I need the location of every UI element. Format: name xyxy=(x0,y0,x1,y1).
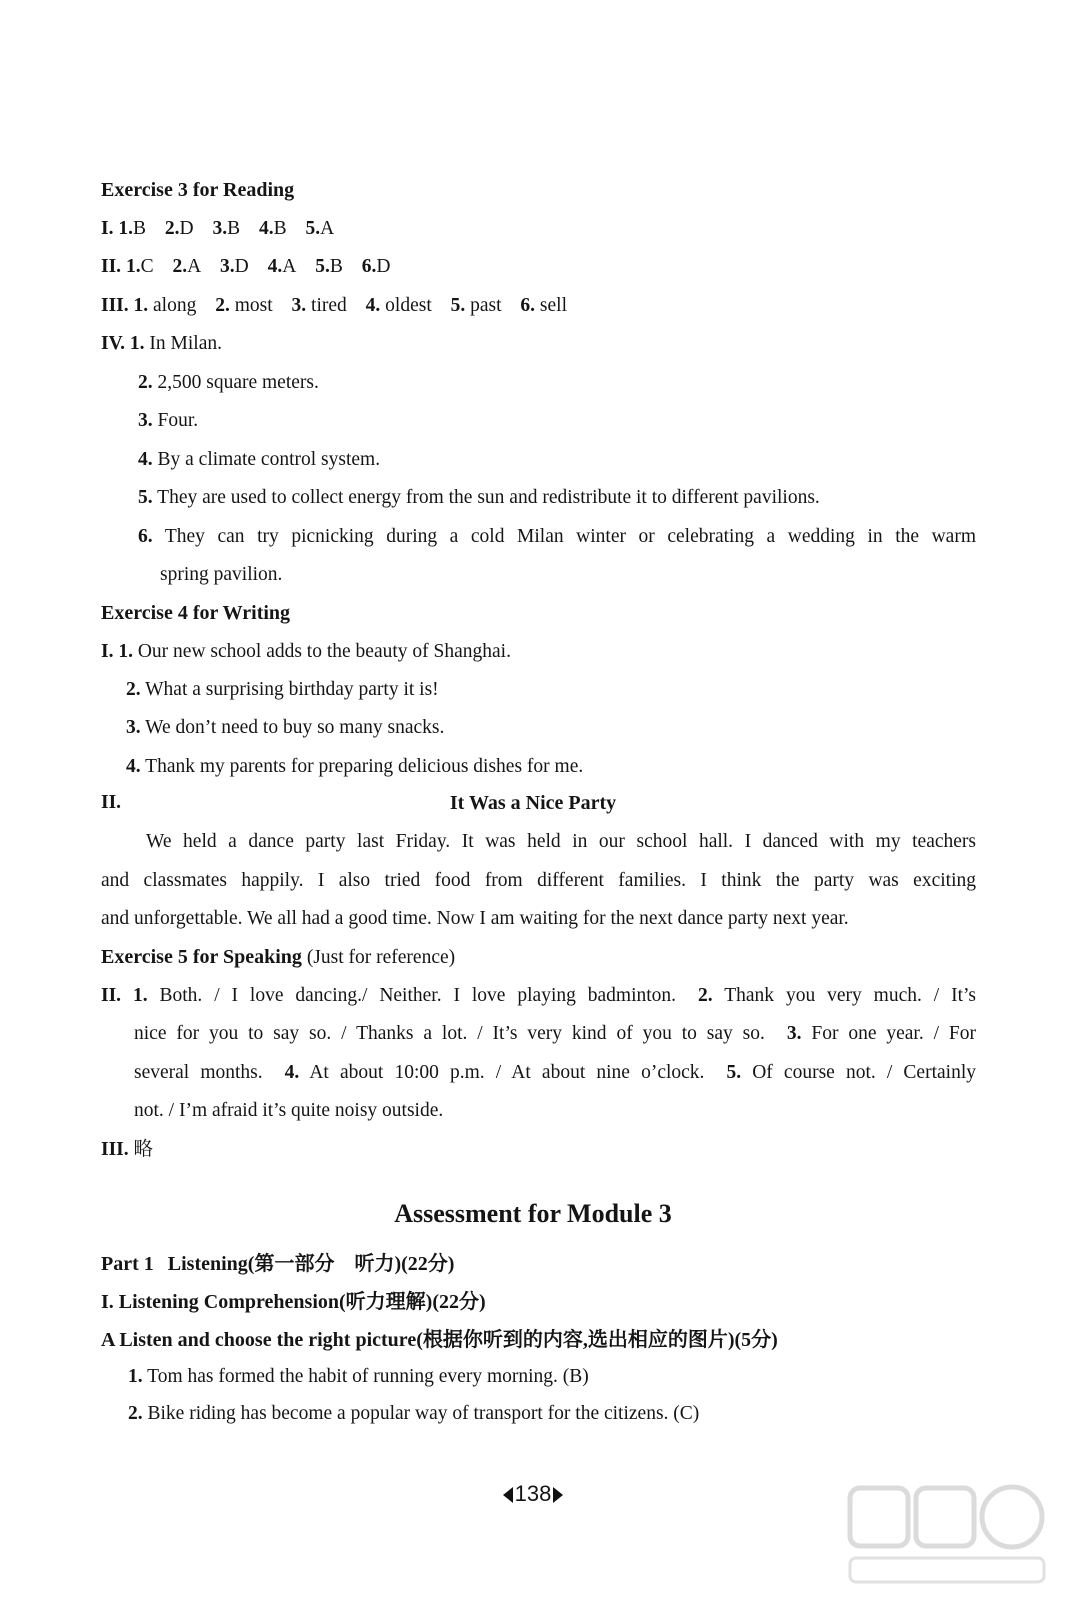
ex3-s4-answer-1: IV. 1. In Milan. xyxy=(101,333,222,354)
exercise-4-heading: Exercise 4 for Writing xyxy=(101,602,291,624)
essay-line-1: We held a dance party last Friday. It was held in our school hall. I danced with my teachers xyxy=(146,831,976,852)
ex5-s2-line-4: not. / I’m afraid it’s quite noisy outside. xyxy=(134,1100,444,1121)
watermark-logo xyxy=(842,1480,1052,1590)
left-arrow-icon xyxy=(503,1487,513,1503)
ex5-s2-line-1: II. 1. Both. / I love dancing./ Neither. I love playing badminton. 2. Thank you very much. / It’s xyxy=(101,985,977,1006)
exercise-3-heading: Exercise 3 for Reading xyxy=(101,179,295,201)
page-number: 138 xyxy=(0,1480,1066,1508)
ex3-s4-answer-5: 5. They are used to collect energy from the sun and redistribute it to different pavilions. xyxy=(138,487,820,508)
listening-comprehension-heading: I. Listening Comprehension(听力理解)(22分) xyxy=(101,1291,486,1313)
ex4-s1-answer-1: I. 1. Our new school adds to the beauty of Shanghai. xyxy=(101,641,511,662)
right-arrow-icon xyxy=(553,1487,563,1503)
question-2: 2. Bike riding has become a popular way of transport for the citizens. (C) xyxy=(128,1403,700,1424)
ex3-section-1: I. 1.B 2.D 3.B 4.B 5.A xyxy=(101,218,335,239)
ex3-s4-answer-6: 6. They can try picnicking during a cold Milan winter or celebrating a wedding in the warm xyxy=(138,526,976,547)
ex5-s2-line-3: several months. 4. At about 10:00 p.m. / At about nine o’clock. 5. Of course not. / Certainly xyxy=(134,1062,976,1083)
ex4-s1-answer-3: 3. We don’t need to buy so many snacks. xyxy=(126,717,445,738)
exercise-5-heading: Exercise 5 for Speaking (Just for reference) xyxy=(101,946,456,968)
essay-title: It Was a Nice Party xyxy=(449,792,617,814)
part-1-heading: Part 1 Listening(第一部分 听力)(22分) xyxy=(101,1253,455,1275)
ex3-s4-answer-2: 2. 2,500 square meters. xyxy=(138,372,319,393)
ex5-section-3: III. 略 xyxy=(101,1139,154,1160)
essay-line-2: and classmates happily. I also tried food from different families. I think the party was exciting xyxy=(101,870,976,891)
ex3-s4-answer-6-cont: spring pavilion. xyxy=(160,564,283,585)
ex4-s1-answer-4: 4. Thank my parents for preparing delicious dishes for me. xyxy=(126,756,584,777)
ex5-s2-line-2: nice for you to say so. / Thanks a lot. / It’s very kind of you to say so. 3. For one year. / For xyxy=(134,1023,976,1044)
assessment-title: Assessment for Module 3 xyxy=(394,1199,672,1228)
ex3-section-3: III. 1. along 2. most 3. tired 4. oldest 5. past 6. sell xyxy=(101,295,568,316)
ex3-s4-answer-3: 3. Four. xyxy=(138,410,199,431)
ex4-s1-answer-2: 2. What a surprising birthday party it is! xyxy=(126,679,439,700)
essay-line-3: and unforgettable. We all had a good time. Now I am waiting for the next dance party next year. xyxy=(101,908,849,929)
ex3-s4-answer-4: 4. By a climate control system. xyxy=(138,449,381,470)
question-1: 1. Tom has formed the habit of running every morning. (B) xyxy=(128,1366,589,1387)
ex3-section-2: II. 1.C 2.A 3.D 4.A 5.B 6.D xyxy=(101,256,391,277)
ex4-section-2-label: II. xyxy=(101,792,122,813)
section-a-heading: A Listen and choose the right picture(根据你听到的内容,选出相应的图片)(5分) xyxy=(101,1329,778,1351)
